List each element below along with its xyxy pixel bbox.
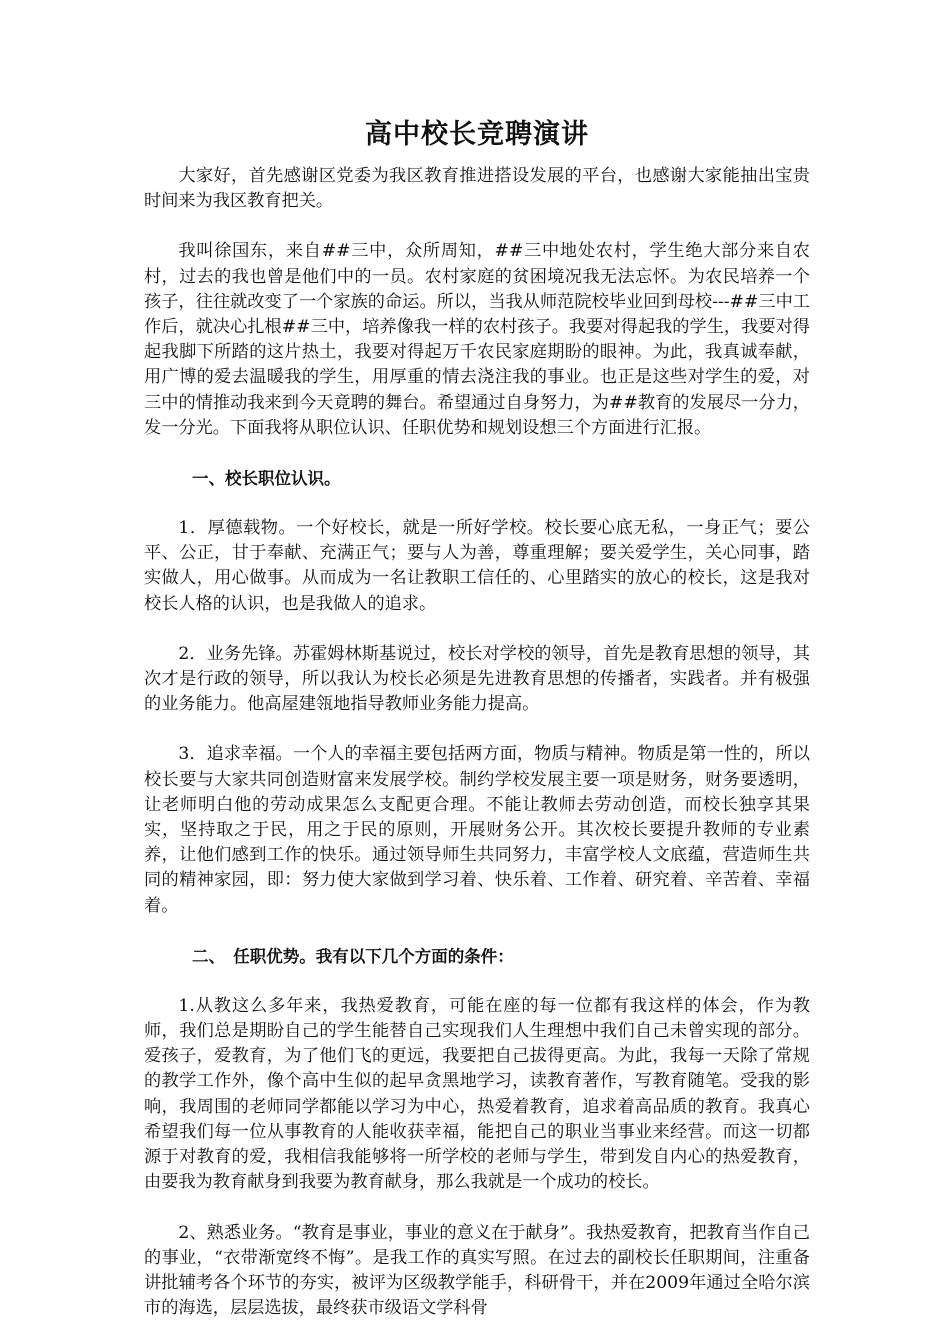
paragraph-point-1-virtue: 1．厚德载物。一个好校长，就是一所好学校。校长要心底无私，一身正气；要公平、公正，甘于奉献、充满正气；要与人为善，尊重理解；要关爱学生，关心同事，踏实做人，用心做事。从而成为一名让教职工信任的、心里踏实的放心的校长，这是我对校长人格的认识，也是我做人的追求。	[144, 518, 810, 614]
paragraph-point-2-expertise: 2．业务先锋。苏霍姆林斯基说过，校长对学校的领导，首先是教育思想的领导，其次才是行政的领导，所以我认为校长必须是先进教育思想的传播者，实践者。并有极强的业务能力。他高屋建瓴地指导教师业务能力提高。	[144, 643, 810, 715]
document-title: 高中校长竞聘演讲	[365, 119, 589, 150]
paragraph-advantage-1-love-education: 1.从教这么多年来，我热爱教育，可能在座的每一位都有我这样的体会，作为教师，我们总是期盼自己的学生能替自己实现我们人生理想中我们自己未曾实现的部分。爱孩子，爱教育，为了他们飞的更远，我要把自己拔得更高。为此，我每一天除了常规的教学工作外，像个高中生似的起早贪黑地学习，读教育著作，写教育随笔。受我的影响，我周围的老师同学都能以学习为中心，热爱着教育，追求着高品质的教育。我真心希望我们每一位从事教育的人能收获幸福，能把自己的职业当事业来经营。而这一切都源于对教育的爱，我相信我能够将一所学校的老师与学生，带到发自内心的热爱教育，由要我为教育献身到我要为教育献身，那么我就是一个成功的校长。	[144, 995, 810, 1193]
paragraph-greeting: 大家好，首先感谢区党委为我区教育推进搭设发展的平台，也感谢大家能抽出宝贵时间来为我区教育把关。	[144, 166, 810, 212]
section-heading-position-understanding: 一、校长职位认识。	[192, 469, 341, 489]
section-heading-advantages: 二、 任职优势。我有以下几个方面的条件：	[192, 946, 514, 966]
paragraph-point-3-happiness: 3．追求幸福。一个人的幸福主要包括两方面，物质与精神。物质是第一性的，所以校长要与大家共同创造财富来发展学校。制约学校发展主要一项是财务，财务要透明，让老师明白他的劳动成果怎么支配更合理。不能让教师去劳动创造，而校长独享其果实，坚持取之于民，用之于民的原则，开展财务公开。其次校长要提升教师的专业素养，让他们感到工作的快乐。通过领导师生共同努力，丰富学校人文底蕴，营造师生共同的精神家园，即：努力使大家做到学习着、快乐着、工作着、研究着、辛苦着、幸福着。	[144, 744, 810, 916]
paragraph-advantage-2-familiar-business: 2、熟悉业务。“教育是事业，事业的意义在于献身”。我热爱教育，把教育当作自己的事业，“衣带渐宽终不悔”。是我工作的真实写照。在过去的副校长任职期间，注重备讲批辅考各个环节的夯实，被评为区级教学能手，科研骨干，并在2009年通过全哈尔滨市的海选，层层选拔，最终获市级语文学科骨	[144, 1222, 810, 1319]
paragraph-introduction: 我叫徐国东，来自##三中，众所周知，##三中地处农村，学生绝大部分来自农村，过去的我也曾是他们中的一员。农村家庭的贫困境况我无法忘怀。为农民培养一个孩子，往往就改变了一个家族的命运。所以，当我从师范院校毕业回到母校---##三中工作后，就决心扎根##三中，培养像我一样的农村孩子。我要对得起我的学生，我要对得起我脚下所踏的这片热土，我要对得起万千农民家庭期盼的眼神。为此，我真诚奉献，用广博的爱去温暖我的学生，用厚重的情去浇注我的事业。也正是这些对学生的爱，对三中的情推动我来到今天竟聘的舞台。希望通过自身努力，为##教育的发展尽一分力，发一分光。下面我将从职位认识、任职优势和规划设想三个方面进行汇报。	[144, 241, 810, 438]
